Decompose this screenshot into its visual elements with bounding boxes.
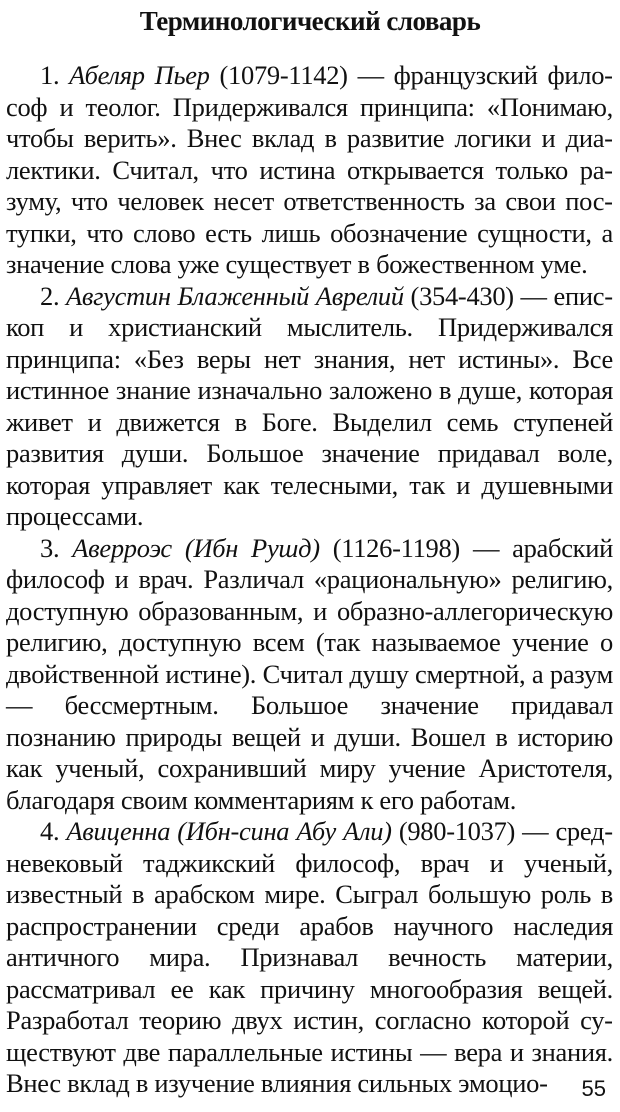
entry-number: 3. — [40, 532, 60, 563]
entry-text: (980-1037) — средневековый таджикский философ, врач и ученый, известный в арабском мире. Сыграл большую роль в распространении среди арабов научного наследия античного мира. Признавал вечность материи, рассматривал ее как причину многообразия вещей. Разработал теорию двух истин, согласно которой существуют две параллельные истины — вера и знания. Внес вклад в изучение влияния сильных эмоцио- — [6, 816, 614, 1098]
entry-number: 1. — [40, 60, 60, 90]
dictionary-entry-1 — [6, 60, 613, 281]
dictionary-body — [6, 60, 613, 1100]
entry-text: (1079-1142) — французский философ и теолог. Придерживался принципа: «Понимаю, чтобы верить». Внес вклад в развитие логики и диалектики. Считал, что истина открывается только разуму, что человек несет ответственность за свои поступки, что слово есть лишь обозначение сущности, а значение слова уже существует в божественном уме. — [6, 60, 613, 279]
page-title: Терминологический словарь — [139, 6, 481, 36]
entry-name: Авиценна (Ибн-сина Абу Али) — [66, 816, 392, 846]
entry-text: (1126-1198) — арабский философ и врач. Различал «рациональную» религию, доступную образованным, и образно-аллегорическую религию, доступную всем (так называемое учение о двойственной истине). Считал душу смертной, а разум — бессмертным. Большое значение придавал познанию природы вещей и души. Вошел в историю как ученый, сохранивший миру учение Аристотеля, благодаря своим комментариям к его работам. — [6, 532, 613, 815]
entry-name: Абеляр Пьер — [69, 60, 210, 90]
page-number: 55 — [581, 1076, 606, 1101]
entry-name: Аверроэс (Ибн Рушд) — [72, 532, 320, 563]
entry-number: 2. — [40, 280, 60, 311]
entry-name: Августин Блаженный Аврелий — [66, 280, 404, 311]
dictionary-entry-4 — [6, 816, 613, 1100]
entry-number: 4. — [40, 816, 60, 846]
dictionary-entry-3 — [6, 533, 613, 817]
entry-text: (354-430) — епископ и христианский мыслитель. Придерживался принципа: «Без веры нет знания, нет истины». Все истинное знание изначально заложено в душе, которая живет и движется в Боге. Выделил семь ступеней развития души. Большое значение придавал воле, которая управляет как телесными, так и душевными процессами. — [6, 280, 614, 531]
dictionary-entry-2 — [6, 281, 613, 533]
